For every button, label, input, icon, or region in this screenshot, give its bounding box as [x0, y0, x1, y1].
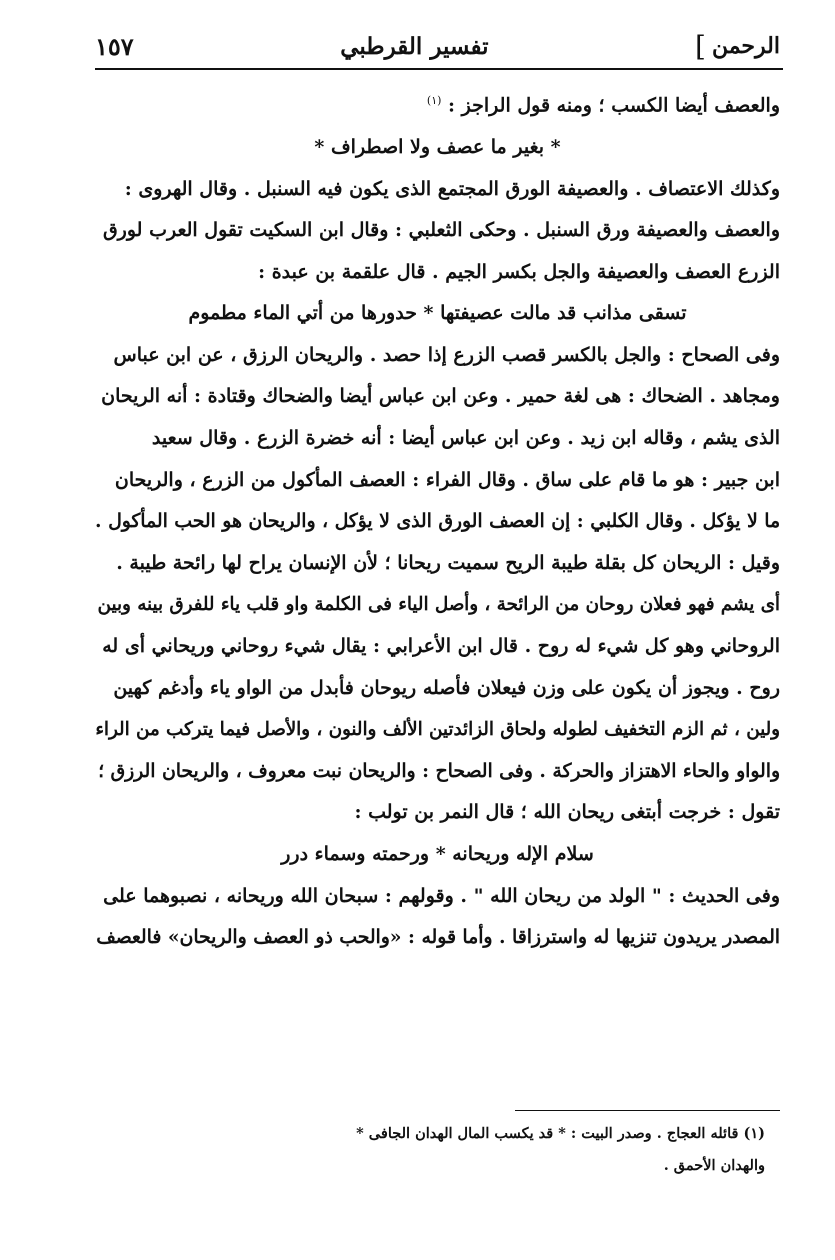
text-line: ومجاهد . الضحاك : هى لغة حمير . وعن ابن عباس أيضا والضحاك وقتادة : أنه الريحان [101, 385, 780, 408]
text-line: وقيل : الريحان كل بقلة طيبة الريح سميت ريحانا ؛ لأن الإنسان يراح لها رائحة طيبة . [116, 551, 780, 574]
footnote-marker: (١) [426, 94, 442, 107]
running-header [95, 28, 780, 64]
text-line: الذى يشم ، وقاله ابن زيد . وعن ابن عباس أيضا : أنه خضرة الزرع . وقال سعيد [151, 427, 780, 450]
main-text [95, 80, 780, 959]
text-line: المصدر يريدون تنزيها له واسترزاقا . وأما قوله : «والحب ذو العصف والريحان» فالعصف [96, 926, 780, 949]
verse-line: تسقى مذانب قد مالت عصيفتها * حدورها من أتي الماء مطموم [188, 302, 687, 325]
footnote-line: والهدان الأحمق . [663, 1157, 765, 1174]
text-line: الروحاني وهو كل شيء له روح . قال ابن الأعرابي : يقال شيء روحاني وريحاني أى له [102, 635, 780, 658]
text-line: الزرع العصف والعصيفة والجل بكسر الجيم . قال علقمة بن عبدة : [258, 260, 780, 283]
text-line: أى يشم فهو فعلان روحان من الرائحة ، وأصل الياء فى الكلمة واو قلب ياء للفرق بينه وبين [97, 594, 780, 616]
text-line: والعصف والعصيفة ورق السنبل . وحكى الثعلبي : وقال ابن السكيت تقول العرب لورق [102, 219, 780, 242]
line-text: والعصف أيضا الكسب ؛ ومنه قول الراجز : [448, 94, 780, 117]
footnote-rule [515, 1110, 780, 1111]
header-rule [95, 68, 783, 70]
text-line: ولين ، ثم الزم التخفيف لطوله ولحاق الزائدتين الألف والنون ، والأصل فيما يتركب من الراء [95, 719, 780, 741]
surah-name-header [695, 30, 780, 63]
header-bracket: ] [695, 29, 706, 63]
footnotes [95, 1118, 765, 1182]
verse-line: * بغير ما عصف ولا اصطراف * [314, 135, 561, 158]
text-line: والواو والحاء الاهتزاز والحركة . وفى الصحاح : والريحان نبت معروف ، والريحان الرزق ؛ [98, 759, 780, 782]
text-line: وكذلك الاعتصاف . والعصيفة الورق المجتمع الذى يكون فيه السنبل . وقال الهروى : [124, 177, 780, 200]
surah-name: الرحمن [711, 33, 780, 59]
text-line [95, 80, 780, 127]
page-number: ١٥٧ [95, 31, 134, 61]
verse-line: سلام الإله وريحانه * ورحمته وسماء درر [281, 843, 594, 866]
text-line: ما لا يؤكل . وقال الكلبي : إن العصف الورق الذى لا يؤكل ، والريحان هو الحب المأكول . [95, 510, 780, 533]
footnote-line: (١) قائله العجاج . وصدر البيت : * قد يكسب المال الهدان الجافى * [356, 1125, 765, 1142]
book-title: تفسير القرطبي [340, 32, 489, 60]
text-line: تقول : خرجت أبتغى ريحان الله ؛ قال النمر بن تولب : [354, 801, 780, 824]
text-line: وفى الصحاح : والجل بالكسر قصب الزرع إذا حصد . والريحان الرزق ، عن ابن عباس [113, 343, 780, 366]
text-line: روح . ويجوز أن يكون على وزن فيعلان فأصله ريوحان فأبدل من الواو ياء وأدغم كهين [113, 676, 780, 699]
text-line: وفى الحديث : " الولد من ريحان الله " . وقولهم : سبحان الله وريحانه ، نصبوهما على [103, 884, 780, 907]
text-line: ابن جبير : هو ما قام على ساق . وقال الفراء : العصف المأكول من الزرع ، والريحان [114, 468, 780, 491]
